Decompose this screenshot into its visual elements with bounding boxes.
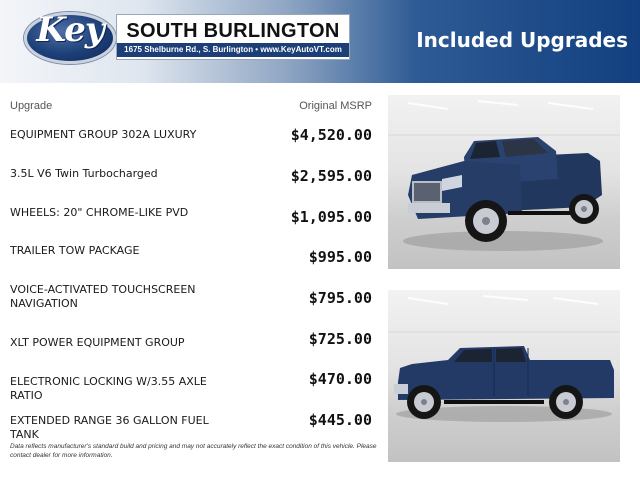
upgrade-name: EQUIPMENT GROUP 302A LUXURY xyxy=(10,128,197,141)
upgrade-name: TRAILER TOW PACKAGE xyxy=(10,244,140,257)
upgrade-name: XLT POWER EQUIPMENT GROUP xyxy=(10,336,185,349)
upgrade-name: EXTENDED RANGE 36 GALLON FUEL TANK xyxy=(10,414,209,441)
dealer-name: SOUTH BURLINGTON xyxy=(126,20,340,42)
dealer-address: 1675 Shelburne Rd., S. Burlington • www.KeyAutoVT.com xyxy=(117,43,349,57)
upgrade-name: 3.5L V6 Twin Turbocharged xyxy=(10,167,158,180)
upgrade-price: $1,095.00 xyxy=(290,208,372,226)
dealer-logo-text: Key xyxy=(36,10,104,50)
upgrade-price: $2,595.00 xyxy=(290,167,372,185)
upgrade-price: $995.00 xyxy=(308,248,372,266)
disclaimer-text: Data reflects manufacturer's standard build and pricing and may not accurately reflect the exact condition of this vehicle. Please contact dealer for more information. xyxy=(10,443,377,459)
upgrade-price: $445.00 xyxy=(308,411,372,429)
upgrade-price: $470.00 xyxy=(308,370,372,388)
upgrade-price: $725.00 xyxy=(308,330,372,348)
truck-side-profile-icon xyxy=(388,290,620,462)
upgrade-price: $795.00 xyxy=(308,289,372,307)
upgrade-name: VOICE-ACTIVATED TOUCHSCREEN NAVIGATION xyxy=(10,283,196,310)
upgrade-name: ELECTRONIC LOCKING W/3.55 AXLE RATIO xyxy=(10,375,207,402)
page-title: Included Upgrades xyxy=(416,28,628,52)
upgrade-price: $4,520.00 xyxy=(290,126,372,144)
truck-front-quarter-icon xyxy=(388,95,620,269)
header-banner xyxy=(0,0,640,83)
upgrade-name: WHEELS: 20" CHROME-LIKE PVD xyxy=(10,206,189,219)
dealer-logo-bar xyxy=(116,14,350,60)
column-header-msrp: Original MSRP xyxy=(299,100,372,112)
vehicle-photo-side xyxy=(388,290,620,462)
column-header-upgrade: Upgrade xyxy=(10,100,53,112)
vehicle-photo-front xyxy=(388,95,620,269)
